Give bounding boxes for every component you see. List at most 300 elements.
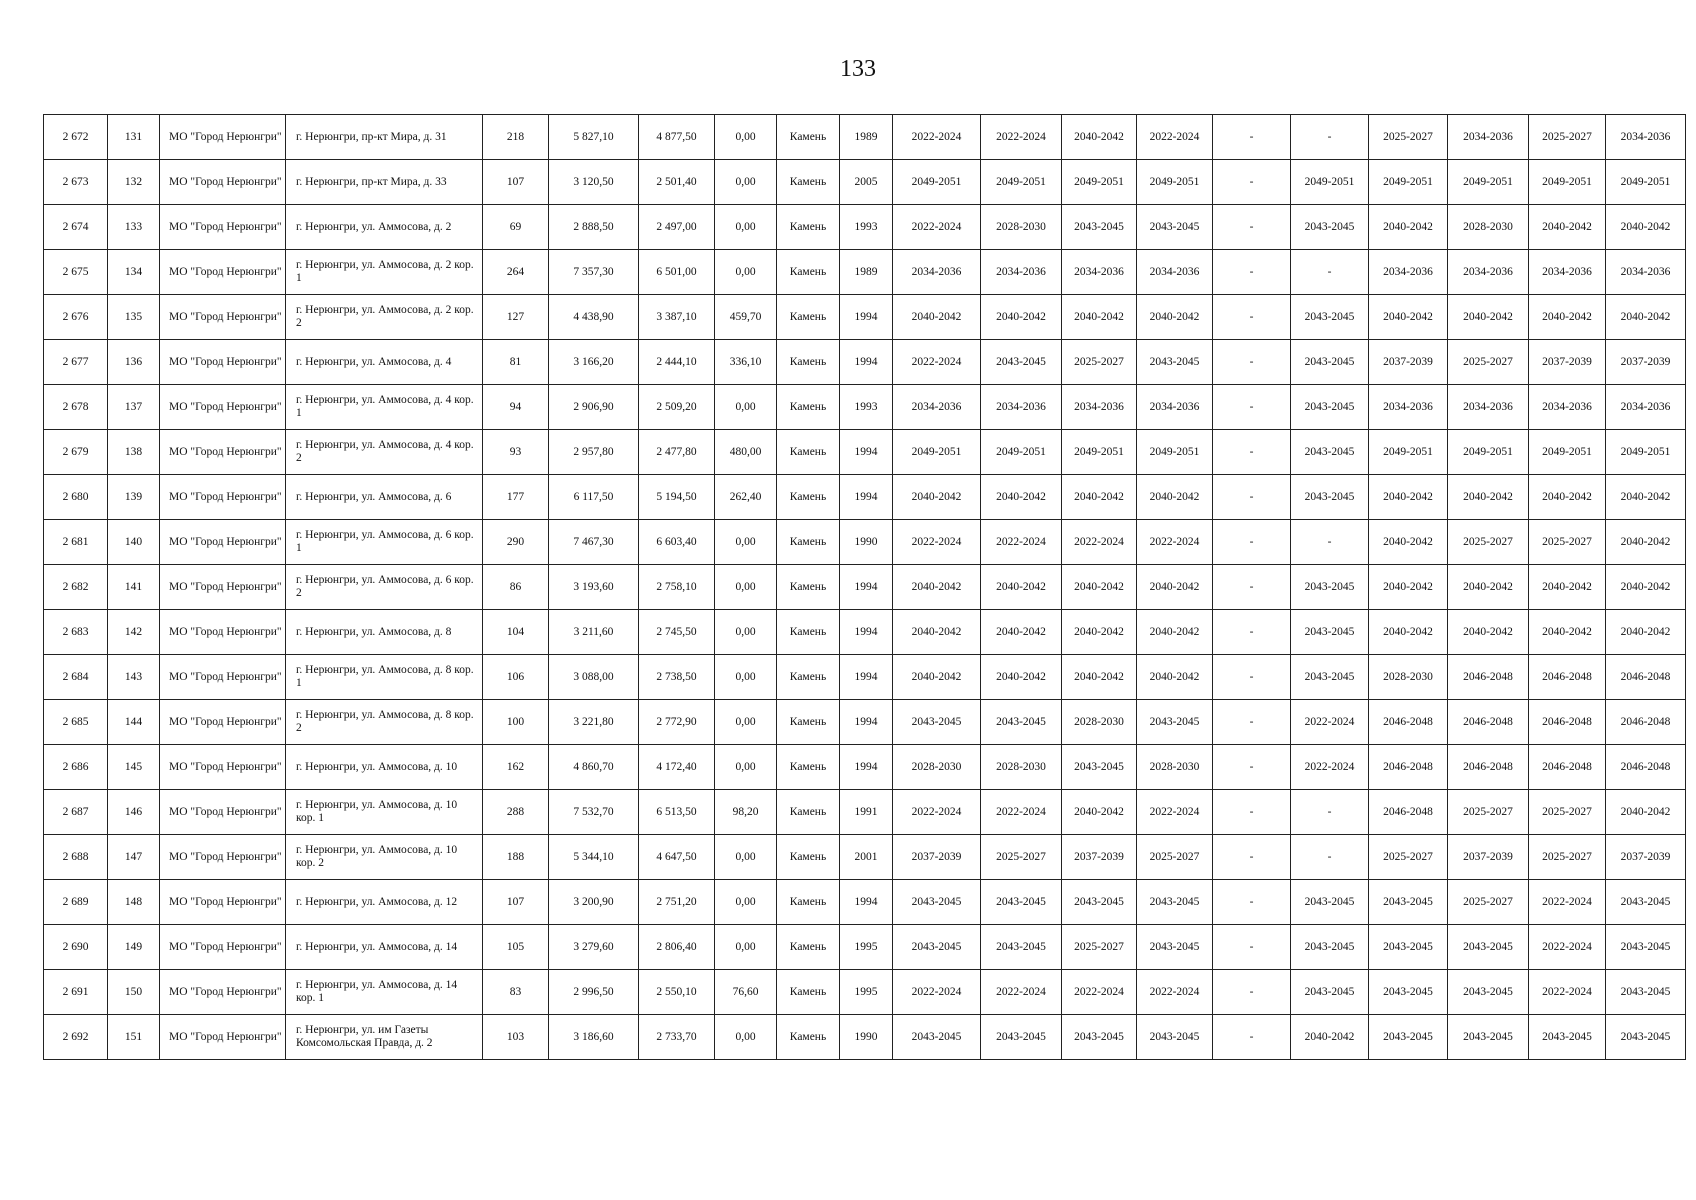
build-year-cell: 1994 bbox=[840, 610, 893, 655]
period-cell-7: 2043-2045 bbox=[1369, 880, 1448, 925]
period-cell-5: - bbox=[1213, 250, 1291, 295]
period-cell-6: - bbox=[1291, 115, 1369, 160]
period-cell-8: 2025-2027 bbox=[1448, 790, 1529, 835]
period-cell-2: 2043-2045 bbox=[981, 340, 1062, 385]
period-cell-10: 2043-2045 bbox=[1606, 970, 1686, 1015]
period-cell-6: - bbox=[1291, 790, 1369, 835]
period-cell-9: 2022-2024 bbox=[1529, 880, 1606, 925]
period-cell-5: - bbox=[1213, 835, 1291, 880]
nonresidential-area-cell: 0,00 bbox=[715, 520, 777, 565]
build-year-cell: 1994 bbox=[840, 880, 893, 925]
residential-area-cell: 2 550,10 bbox=[639, 970, 715, 1015]
table-row bbox=[44, 205, 1686, 250]
period-cell-2: 2040-2042 bbox=[981, 655, 1062, 700]
period-cell-10: 2034-2036 bbox=[1606, 385, 1686, 430]
period-cell-8: 2040-2042 bbox=[1448, 610, 1529, 655]
period-cell-5: - bbox=[1213, 475, 1291, 520]
row-number-cell: 2 688 bbox=[44, 835, 108, 880]
period-cell-6: 2043-2045 bbox=[1291, 295, 1369, 340]
residents-cell: 105 bbox=[483, 925, 549, 970]
wall-material-cell: Камень bbox=[777, 250, 840, 295]
total-area-cell: 3 279,60 bbox=[549, 925, 639, 970]
period-cell-2: 2022-2024 bbox=[981, 115, 1062, 160]
period-cell-3: 2025-2027 bbox=[1062, 340, 1137, 385]
period-cell-8: 2049-2051 bbox=[1448, 430, 1529, 475]
total-area-cell: 7 532,70 bbox=[549, 790, 639, 835]
wall-material-cell: Камень bbox=[777, 295, 840, 340]
period-cell-7: 2040-2042 bbox=[1369, 565, 1448, 610]
period-cell-9: 2049-2051 bbox=[1529, 430, 1606, 475]
nonresidential-area-cell: 0,00 bbox=[715, 160, 777, 205]
period-cell-5: - bbox=[1213, 565, 1291, 610]
period-cell-2: 2043-2045 bbox=[981, 1015, 1062, 1060]
period-cell-1: 2040-2042 bbox=[893, 565, 981, 610]
period-cell-8: 2040-2042 bbox=[1448, 475, 1529, 520]
period-cell-8: 2046-2048 bbox=[1448, 745, 1529, 790]
period-cell-4: 2022-2024 bbox=[1137, 790, 1213, 835]
period-cell-7: 2025-2027 bbox=[1369, 115, 1448, 160]
total-area-cell: 4 438,90 bbox=[549, 295, 639, 340]
period-cell-9: 2046-2048 bbox=[1529, 745, 1606, 790]
table-body bbox=[44, 115, 1686, 1060]
period-cell-9: 2040-2042 bbox=[1529, 610, 1606, 655]
address-cell: г. Нерюнгри, ул. Аммосова, д. 2 кор. 2 bbox=[286, 295, 483, 340]
period-cell-3: 2040-2042 bbox=[1062, 475, 1137, 520]
period-cell-7: 2040-2042 bbox=[1369, 610, 1448, 655]
period-cell-10: 2046-2048 bbox=[1606, 700, 1686, 745]
period-cell-5: - bbox=[1213, 925, 1291, 970]
period-cell-9: 2046-2048 bbox=[1529, 655, 1606, 700]
address-cell: г. Нерюнгри, ул. им Газеты Комсомольская Правда, д. 2 bbox=[286, 1015, 483, 1060]
address-cell: г. Нерюнгри, ул. Аммосова, д. 14 bbox=[286, 925, 483, 970]
item-number-cell: 145 bbox=[108, 745, 160, 790]
period-cell-8: 2028-2030 bbox=[1448, 205, 1529, 250]
period-cell-4: 2022-2024 bbox=[1137, 115, 1213, 160]
wall-material-cell: Камень bbox=[777, 880, 840, 925]
period-cell-2: 2040-2042 bbox=[981, 610, 1062, 655]
period-cell-6: 2043-2045 bbox=[1291, 880, 1369, 925]
period-cell-9: 2025-2027 bbox=[1529, 115, 1606, 160]
period-cell-7: 2046-2048 bbox=[1369, 700, 1448, 745]
residents-cell: 100 bbox=[483, 700, 549, 745]
period-cell-10: 2046-2048 bbox=[1606, 745, 1686, 790]
residents-cell: 264 bbox=[483, 250, 549, 295]
period-cell-2: 2043-2045 bbox=[981, 880, 1062, 925]
nonresidential-area-cell: 0,00 bbox=[715, 205, 777, 250]
period-cell-10: 2046-2048 bbox=[1606, 655, 1686, 700]
period-cell-1: 2022-2024 bbox=[893, 205, 981, 250]
item-number-cell: 132 bbox=[108, 160, 160, 205]
residents-cell: 127 bbox=[483, 295, 549, 340]
period-cell-3: 2034-2036 bbox=[1062, 385, 1137, 430]
period-cell-3: 2049-2051 bbox=[1062, 430, 1137, 475]
nonresidential-area-cell: 0,00 bbox=[715, 835, 777, 880]
period-cell-5: - bbox=[1213, 1015, 1291, 1060]
residential-area-cell: 2 772,90 bbox=[639, 700, 715, 745]
period-cell-10: 2040-2042 bbox=[1606, 295, 1686, 340]
period-cell-5: - bbox=[1213, 655, 1291, 700]
item-number-cell: 139 bbox=[108, 475, 160, 520]
period-cell-5: - bbox=[1213, 520, 1291, 565]
period-cell-1: 2022-2024 bbox=[893, 970, 981, 1015]
period-cell-10: 2034-2036 bbox=[1606, 115, 1686, 160]
period-cell-10: 2043-2045 bbox=[1606, 880, 1686, 925]
period-cell-6: 2022-2024 bbox=[1291, 745, 1369, 790]
total-area-cell: 3 211,60 bbox=[549, 610, 639, 655]
item-number-cell: 150 bbox=[108, 970, 160, 1015]
period-cell-2: 2022-2024 bbox=[981, 520, 1062, 565]
table-row bbox=[44, 1015, 1686, 1060]
residential-area-cell: 2 501,40 bbox=[639, 160, 715, 205]
period-cell-6: 2040-2042 bbox=[1291, 1015, 1369, 1060]
municipality-cell: МО "Город Нерюнгри" bbox=[160, 565, 286, 610]
residents-cell: 104 bbox=[483, 610, 549, 655]
period-cell-1: 2028-2030 bbox=[893, 745, 981, 790]
period-cell-3: 2040-2042 bbox=[1062, 610, 1137, 655]
address-cell: г. Нерюнгри, ул. Аммосова, д. 4 bbox=[286, 340, 483, 385]
period-cell-9: 2025-2027 bbox=[1529, 520, 1606, 565]
period-cell-5: - bbox=[1213, 790, 1291, 835]
period-cell-9: 2022-2024 bbox=[1529, 925, 1606, 970]
item-number-cell: 143 bbox=[108, 655, 160, 700]
table-row bbox=[44, 880, 1686, 925]
nonresidential-area-cell: 76,60 bbox=[715, 970, 777, 1015]
period-cell-6: 2043-2045 bbox=[1291, 655, 1369, 700]
municipality-cell: МО "Город Нерюнгри" bbox=[160, 250, 286, 295]
item-number-cell: 138 bbox=[108, 430, 160, 475]
residents-cell: 103 bbox=[483, 1015, 549, 1060]
residential-area-cell: 4 172,40 bbox=[639, 745, 715, 790]
residents-cell: 86 bbox=[483, 565, 549, 610]
residents-cell: 107 bbox=[483, 880, 549, 925]
residential-area-cell: 4 877,50 bbox=[639, 115, 715, 160]
row-number-cell: 2 682 bbox=[44, 565, 108, 610]
row-number-cell: 2 674 bbox=[44, 205, 108, 250]
period-cell-5: - bbox=[1213, 340, 1291, 385]
item-number-cell: 136 bbox=[108, 340, 160, 385]
nonresidential-area-cell: 0,00 bbox=[715, 385, 777, 430]
total-area-cell: 7 357,30 bbox=[549, 250, 639, 295]
table-row bbox=[44, 970, 1686, 1015]
build-year-cell: 1993 bbox=[840, 385, 893, 430]
item-number-cell: 151 bbox=[108, 1015, 160, 1060]
table-row bbox=[44, 610, 1686, 655]
table-row bbox=[44, 790, 1686, 835]
period-cell-3: 2040-2042 bbox=[1062, 115, 1137, 160]
residents-cell: 83 bbox=[483, 970, 549, 1015]
period-cell-10: 2040-2042 bbox=[1606, 205, 1686, 250]
wall-material-cell: Камень bbox=[777, 655, 840, 700]
municipality-cell: МО "Город Нерюнгри" bbox=[160, 880, 286, 925]
nonresidential-area-cell: 459,70 bbox=[715, 295, 777, 340]
item-number-cell: 131 bbox=[108, 115, 160, 160]
table-row bbox=[44, 115, 1686, 160]
period-cell-3: 2025-2027 bbox=[1062, 925, 1137, 970]
period-cell-1: 2022-2024 bbox=[893, 340, 981, 385]
period-cell-4: 2028-2030 bbox=[1137, 745, 1213, 790]
table-row bbox=[44, 835, 1686, 880]
period-cell-1: 2040-2042 bbox=[893, 610, 981, 655]
period-cell-9: 2034-2036 bbox=[1529, 250, 1606, 295]
period-cell-8: 2049-2051 bbox=[1448, 160, 1529, 205]
period-cell-2: 2022-2024 bbox=[981, 790, 1062, 835]
address-cell: г. Нерюнгри, ул. Аммосова, д. 4 кор. 1 bbox=[286, 385, 483, 430]
residential-area-cell: 2 509,20 bbox=[639, 385, 715, 430]
table-row bbox=[44, 475, 1686, 520]
total-area-cell: 3 186,60 bbox=[549, 1015, 639, 1060]
period-cell-7: 2037-2039 bbox=[1369, 340, 1448, 385]
period-cell-10: 2037-2039 bbox=[1606, 340, 1686, 385]
item-number-cell: 137 bbox=[108, 385, 160, 430]
period-cell-8: 2040-2042 bbox=[1448, 565, 1529, 610]
period-cell-4: 2022-2024 bbox=[1137, 970, 1213, 1015]
residential-area-cell: 2 745,50 bbox=[639, 610, 715, 655]
period-cell-6: 2043-2045 bbox=[1291, 925, 1369, 970]
municipality-cell: МО "Город Нерюнгри" bbox=[160, 430, 286, 475]
period-cell-2: 2040-2042 bbox=[981, 295, 1062, 340]
residential-area-cell: 3 387,10 bbox=[639, 295, 715, 340]
period-cell-6: 2043-2045 bbox=[1291, 430, 1369, 475]
row-number-cell: 2 690 bbox=[44, 925, 108, 970]
period-cell-10: 2040-2042 bbox=[1606, 520, 1686, 565]
period-cell-7: 2049-2051 bbox=[1369, 430, 1448, 475]
wall-material-cell: Камень bbox=[777, 430, 840, 475]
residents-cell: 218 bbox=[483, 115, 549, 160]
residents-cell: 93 bbox=[483, 430, 549, 475]
period-cell-10: 2043-2045 bbox=[1606, 925, 1686, 970]
nonresidential-area-cell: 0,00 bbox=[715, 610, 777, 655]
period-cell-4: 2043-2045 bbox=[1137, 1015, 1213, 1060]
period-cell-7: 2043-2045 bbox=[1369, 1015, 1448, 1060]
period-cell-8: 2043-2045 bbox=[1448, 970, 1529, 1015]
residents-cell: 94 bbox=[483, 385, 549, 430]
item-number-cell: 148 bbox=[108, 880, 160, 925]
item-number-cell: 142 bbox=[108, 610, 160, 655]
period-cell-4: 2043-2045 bbox=[1137, 700, 1213, 745]
period-cell-3: 2040-2042 bbox=[1062, 565, 1137, 610]
period-cell-3: 2040-2042 bbox=[1062, 790, 1137, 835]
period-cell-2: 2040-2042 bbox=[981, 475, 1062, 520]
build-year-cell: 1995 bbox=[840, 970, 893, 1015]
municipality-cell: МО "Город Нерюнгри" bbox=[160, 340, 286, 385]
row-number-cell: 2 675 bbox=[44, 250, 108, 295]
nonresidential-area-cell: 0,00 bbox=[715, 655, 777, 700]
municipality-cell: МО "Город Нерюнгри" bbox=[160, 970, 286, 1015]
municipality-cell: МО "Город Нерюнгри" bbox=[160, 475, 286, 520]
address-cell: г. Нерюнгри, ул. Аммосова, д. 2 bbox=[286, 205, 483, 250]
address-cell: г. Нерюнгри, ул. Аммосова, д. 10 bbox=[286, 745, 483, 790]
nonresidential-area-cell: 480,00 bbox=[715, 430, 777, 475]
period-cell-2: 2034-2036 bbox=[981, 385, 1062, 430]
wall-material-cell: Камень bbox=[777, 520, 840, 565]
period-cell-10: 2034-2036 bbox=[1606, 250, 1686, 295]
period-cell-8: 2040-2042 bbox=[1448, 295, 1529, 340]
period-cell-5: - bbox=[1213, 610, 1291, 655]
period-cell-1: 2022-2024 bbox=[893, 115, 981, 160]
build-year-cell: 1994 bbox=[840, 340, 893, 385]
period-cell-7: 2025-2027 bbox=[1369, 835, 1448, 880]
address-cell: г. Нерюнгри, ул. Аммосова, д. 10 кор. 2 bbox=[286, 835, 483, 880]
item-number-cell: 140 bbox=[108, 520, 160, 565]
period-cell-2: 2022-2024 bbox=[981, 970, 1062, 1015]
period-cell-7: 2028-2030 bbox=[1369, 655, 1448, 700]
period-cell-7: 2046-2048 bbox=[1369, 745, 1448, 790]
table-row bbox=[44, 655, 1686, 700]
row-number-cell: 2 684 bbox=[44, 655, 108, 700]
period-cell-5: - bbox=[1213, 160, 1291, 205]
build-year-cell: 1994 bbox=[840, 295, 893, 340]
period-cell-4: 2040-2042 bbox=[1137, 655, 1213, 700]
period-cell-10: 2040-2042 bbox=[1606, 790, 1686, 835]
period-cell-3: 2022-2024 bbox=[1062, 970, 1137, 1015]
period-cell-7: 2043-2045 bbox=[1369, 970, 1448, 1015]
period-cell-9: 2049-2051 bbox=[1529, 160, 1606, 205]
item-number-cell: 135 bbox=[108, 295, 160, 340]
municipality-cell: МО "Город Нерюнгри" bbox=[160, 1015, 286, 1060]
period-cell-4: 2040-2042 bbox=[1137, 610, 1213, 655]
period-cell-1: 2034-2036 bbox=[893, 250, 981, 295]
address-cell: г. Нерюнгри, ул. Аммосова, д. 2 кор. 1 bbox=[286, 250, 483, 295]
period-cell-1: 2040-2042 bbox=[893, 475, 981, 520]
total-area-cell: 2 957,80 bbox=[549, 430, 639, 475]
period-cell-5: - bbox=[1213, 430, 1291, 475]
period-cell-1: 2049-2051 bbox=[893, 430, 981, 475]
item-number-cell: 146 bbox=[108, 790, 160, 835]
build-year-cell: 2005 bbox=[840, 160, 893, 205]
period-cell-6: 2043-2045 bbox=[1291, 385, 1369, 430]
period-cell-3: 2022-2024 bbox=[1062, 520, 1137, 565]
period-cell-2: 2028-2030 bbox=[981, 745, 1062, 790]
address-cell: г. Нерюнгри, ул. Аммосова, д. 6 кор. 1 bbox=[286, 520, 483, 565]
period-cell-3: 2040-2042 bbox=[1062, 655, 1137, 700]
nonresidential-area-cell: 336,10 bbox=[715, 340, 777, 385]
period-cell-6: 2049-2051 bbox=[1291, 160, 1369, 205]
period-cell-1: 2043-2045 bbox=[893, 1015, 981, 1060]
item-number-cell: 141 bbox=[108, 565, 160, 610]
period-cell-5: - bbox=[1213, 880, 1291, 925]
period-cell-8: 2034-2036 bbox=[1448, 250, 1529, 295]
period-cell-1: 2022-2024 bbox=[893, 790, 981, 835]
residents-cell: 290 bbox=[483, 520, 549, 565]
period-cell-4: 2043-2045 bbox=[1137, 880, 1213, 925]
total-area-cell: 3 088,00 bbox=[549, 655, 639, 700]
item-number-cell: 147 bbox=[108, 835, 160, 880]
period-cell-6: 2022-2024 bbox=[1291, 700, 1369, 745]
municipality-cell: МО "Город Нерюнгри" bbox=[160, 115, 286, 160]
period-cell-4: 2043-2045 bbox=[1137, 925, 1213, 970]
period-cell-3: 2043-2045 bbox=[1062, 1015, 1137, 1060]
address-cell: г. Нерюнгри, пр-кт Мира, д. 33 bbox=[286, 160, 483, 205]
residential-area-cell: 6 603,40 bbox=[639, 520, 715, 565]
wall-material-cell: Камень bbox=[777, 565, 840, 610]
municipality-cell: МО "Город Нерюнгри" bbox=[160, 835, 286, 880]
table-row bbox=[44, 430, 1686, 475]
total-area-cell: 2 996,50 bbox=[549, 970, 639, 1015]
item-number-cell: 149 bbox=[108, 925, 160, 970]
period-cell-1: 2022-2024 bbox=[893, 520, 981, 565]
build-year-cell: 1994 bbox=[840, 565, 893, 610]
table-row bbox=[44, 340, 1686, 385]
municipality-cell: МО "Город Нерюнгри" bbox=[160, 295, 286, 340]
period-cell-6: - bbox=[1291, 835, 1369, 880]
row-number-cell: 2 680 bbox=[44, 475, 108, 520]
total-area-cell: 5 344,10 bbox=[549, 835, 639, 880]
residential-area-cell: 2 733,70 bbox=[639, 1015, 715, 1060]
row-number-cell: 2 683 bbox=[44, 610, 108, 655]
municipality-cell: МО "Город Нерюнгри" bbox=[160, 520, 286, 565]
period-cell-2: 2034-2036 bbox=[981, 250, 1062, 295]
period-cell-6: 2043-2045 bbox=[1291, 610, 1369, 655]
period-cell-3: 2028-2030 bbox=[1062, 700, 1137, 745]
address-cell: г. Нерюнгри, пр-кт Мира, д. 31 bbox=[286, 115, 483, 160]
total-area-cell: 3 166,20 bbox=[549, 340, 639, 385]
row-number-cell: 2 687 bbox=[44, 790, 108, 835]
municipality-cell: МО "Город Нерюнгри" bbox=[160, 205, 286, 250]
address-cell: г. Нерюнгри, ул. Аммосова, д. 4 кор. 2 bbox=[286, 430, 483, 475]
item-number-cell: 144 bbox=[108, 700, 160, 745]
period-cell-2: 2043-2045 bbox=[981, 925, 1062, 970]
municipality-cell: МО "Город Нерюнгри" bbox=[160, 385, 286, 430]
municipality-cell: МО "Город Нерюнгри" bbox=[160, 655, 286, 700]
period-cell-9: 2046-2048 bbox=[1529, 700, 1606, 745]
nonresidential-area-cell: 0,00 bbox=[715, 115, 777, 160]
page-number: 133 bbox=[840, 56, 876, 82]
wall-material-cell: Камень bbox=[777, 700, 840, 745]
total-area-cell: 7 467,30 bbox=[549, 520, 639, 565]
residential-area-cell: 2 751,20 bbox=[639, 880, 715, 925]
period-cell-6: 2043-2045 bbox=[1291, 205, 1369, 250]
table-row bbox=[44, 925, 1686, 970]
nonresidential-area-cell: 0,00 bbox=[715, 745, 777, 790]
table-row bbox=[44, 700, 1686, 745]
table-row bbox=[44, 295, 1686, 340]
total-area-cell: 2 888,50 bbox=[549, 205, 639, 250]
build-year-cell: 1994 bbox=[840, 430, 893, 475]
period-cell-1: 2040-2042 bbox=[893, 295, 981, 340]
residents-cell: 177 bbox=[483, 475, 549, 520]
row-number-cell: 2 678 bbox=[44, 385, 108, 430]
period-cell-7: 2040-2042 bbox=[1369, 295, 1448, 340]
row-number-cell: 2 692 bbox=[44, 1015, 108, 1060]
address-cell: г. Нерюнгри, ул. Аммосова, д. 6 bbox=[286, 475, 483, 520]
municipality-cell: МО "Город Нерюнгри" bbox=[160, 790, 286, 835]
period-cell-4: 2040-2042 bbox=[1137, 475, 1213, 520]
period-cell-9: 2040-2042 bbox=[1529, 205, 1606, 250]
period-cell-4: 2049-2051 bbox=[1137, 430, 1213, 475]
build-year-cell: 1994 bbox=[840, 475, 893, 520]
table-row bbox=[44, 160, 1686, 205]
residents-cell: 106 bbox=[483, 655, 549, 700]
row-number-cell: 2 685 bbox=[44, 700, 108, 745]
residential-area-cell: 2 497,00 bbox=[639, 205, 715, 250]
residential-area-cell: 2 806,40 bbox=[639, 925, 715, 970]
municipality-cell: МО "Город Нерюнгри" bbox=[160, 610, 286, 655]
municipality-cell: МО "Город Нерюнгри" bbox=[160, 700, 286, 745]
period-cell-7: 2034-2036 bbox=[1369, 385, 1448, 430]
wall-material-cell: Камень bbox=[777, 475, 840, 520]
period-cell-5: - bbox=[1213, 115, 1291, 160]
period-cell-5: - bbox=[1213, 295, 1291, 340]
period-cell-3: 2043-2045 bbox=[1062, 745, 1137, 790]
build-year-cell: 1991 bbox=[840, 790, 893, 835]
period-cell-9: 2022-2024 bbox=[1529, 970, 1606, 1015]
period-cell-8: 2025-2027 bbox=[1448, 520, 1529, 565]
period-cell-9: 2040-2042 bbox=[1529, 295, 1606, 340]
table-row bbox=[44, 745, 1686, 790]
period-cell-3: 2037-2039 bbox=[1062, 835, 1137, 880]
build-year-cell: 1993 bbox=[840, 205, 893, 250]
period-cell-8: 2037-2039 bbox=[1448, 835, 1529, 880]
